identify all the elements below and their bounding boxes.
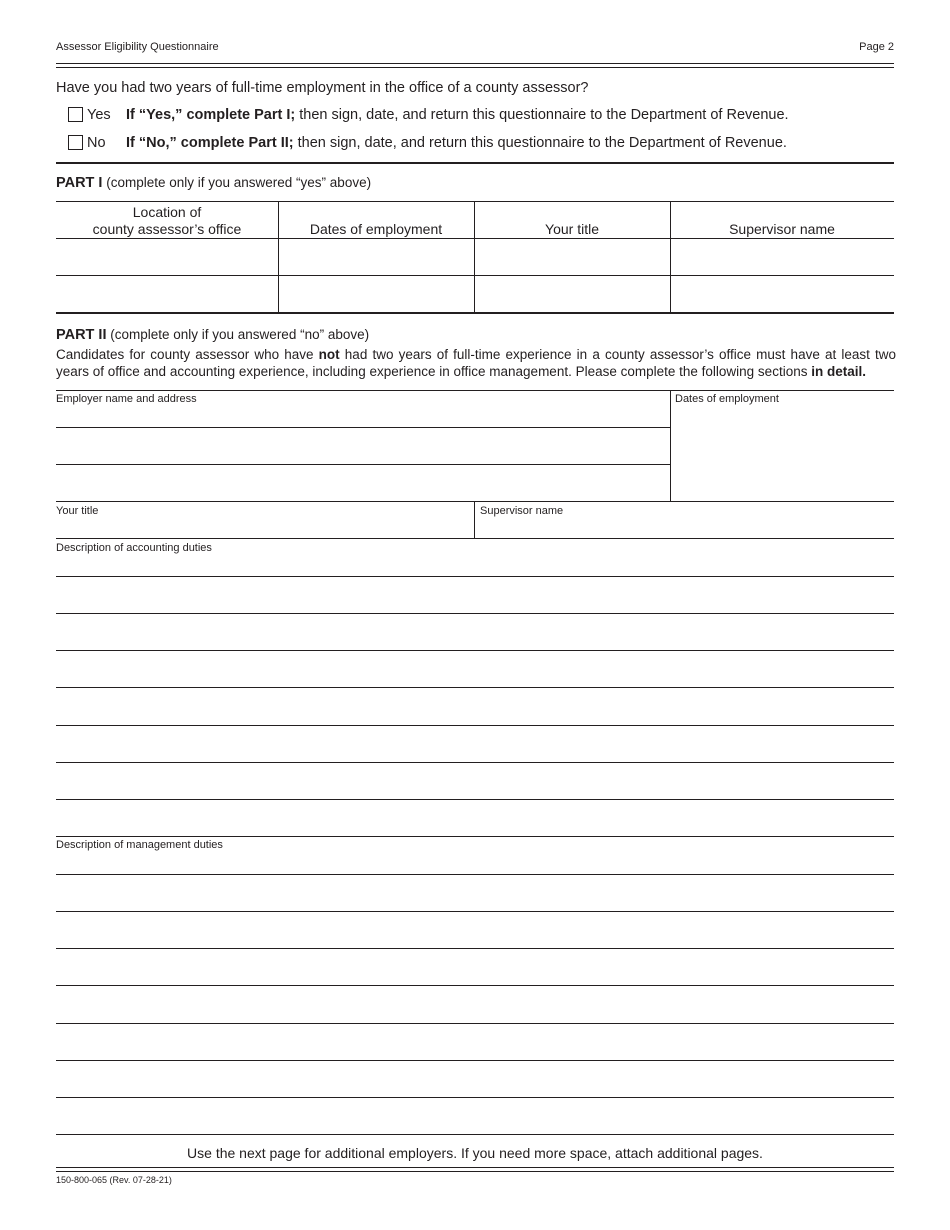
management-duties-field[interactable] bbox=[57, 852, 893, 1132]
part1-row1-supervisor[interactable] bbox=[671, 239, 893, 274]
section-divider bbox=[56, 162, 894, 164]
part2-heading bbox=[56, 327, 369, 343]
part2-title: PART II bbox=[56, 327, 107, 343]
title-block-top bbox=[56, 501, 894, 502]
dates-label: Dates of employment bbox=[675, 393, 779, 405]
header-rule-bottom bbox=[56, 67, 894, 68]
form-number: 150-800-065 (Rev. 07-28-21) bbox=[56, 1175, 172, 1185]
header-rule-top bbox=[56, 63, 894, 64]
col-location-line1: Location of bbox=[132, 204, 202, 220]
part1-row1-location[interactable] bbox=[57, 239, 277, 274]
form-title: Assessor Eligibility Questionnaire bbox=[56, 41, 219, 53]
part1-title: PART I bbox=[56, 175, 103, 191]
no-checkbox[interactable] bbox=[68, 135, 83, 150]
col-supervisor: Supervisor name bbox=[729, 221, 835, 237]
part1-row1-title[interactable] bbox=[475, 239, 669, 274]
footer-note: Use the next page for additional employers. If you need more space, attach additional pages. bbox=[187, 1145, 763, 1161]
supervisor-field[interactable] bbox=[475, 518, 893, 538]
page-number: Page 2 bbox=[859, 41, 894, 53]
part1-row2-title[interactable] bbox=[475, 276, 669, 311]
part1-row2-dates[interactable] bbox=[279, 276, 473, 311]
accounting-duties-label: Description of accounting duties bbox=[56, 542, 212, 554]
part1-heading bbox=[56, 175, 371, 191]
part1-table-bottom bbox=[56, 312, 894, 314]
col-dates: Dates of employment bbox=[309, 221, 443, 237]
management-line-8 bbox=[56, 1134, 894, 1135]
management-duties-label: Description of management duties bbox=[56, 839, 223, 851]
eligibility-question: Have you had two years of full-time employment in the office of a county assessor? bbox=[56, 80, 589, 96]
yes-instruction-rest: then sign, date, and return this questionnaire to the Department of Revenue. bbox=[295, 107, 789, 123]
accounting-duties-field[interactable] bbox=[57, 555, 893, 835]
part2-intro-1: Candidates for county assessor who have bbox=[56, 347, 319, 362]
no-instruction-bold: If “No,” complete Part II; bbox=[126, 135, 294, 151]
your-title-label: Your title bbox=[56, 505, 99, 517]
employment-dates-field[interactable] bbox=[671, 406, 893, 501]
no-instruction bbox=[126, 135, 787, 151]
part1-table-top bbox=[56, 201, 894, 202]
part1-row2-supervisor[interactable] bbox=[671, 276, 893, 311]
management-block-top bbox=[56, 836, 894, 837]
part2-subtitle: (complete only if you answered “no” above) bbox=[106, 327, 370, 342]
part1-row2-location[interactable] bbox=[57, 276, 277, 311]
your-title-field[interactable] bbox=[57, 518, 473, 538]
part1-row1-dates[interactable] bbox=[279, 239, 473, 274]
employer-block-top bbox=[56, 390, 894, 391]
part2-intro-2: had two years of full-time experience in a county assessor’s office must have at least two years of office and accounting experience, including experience in office management. Please complete the following sections bbox=[56, 347, 897, 379]
col-location-line2: county assessor’s office bbox=[92, 221, 242, 237]
yes-instruction bbox=[126, 107, 789, 123]
supervisor-label: Supervisor name bbox=[480, 505, 564, 517]
part2-intro-bold-detail: in detail. bbox=[811, 364, 866, 379]
footer-rule-top bbox=[56, 1167, 894, 1168]
no-instruction-rest: then sign, date, and return this questionnaire to the Department of Revenue. bbox=[293, 135, 787, 151]
part2-intro-bold-not: not bbox=[318, 347, 340, 362]
part2-intro bbox=[56, 346, 896, 380]
footer-rule-bottom bbox=[56, 1171, 894, 1172]
part1-subtitle: (complete only if you answered “yes” above) bbox=[102, 175, 372, 190]
employer-label: Employer name and address bbox=[56, 393, 197, 405]
col-title: Your title bbox=[545, 221, 599, 237]
yes-instruction-bold: If “Yes,” complete Part I; bbox=[126, 107, 296, 123]
yes-label: Yes bbox=[87, 107, 111, 123]
employer-field[interactable] bbox=[57, 406, 669, 501]
no-label: No bbox=[87, 135, 106, 151]
accounting-block-top bbox=[56, 538, 894, 539]
yes-checkbox[interactable] bbox=[68, 107, 83, 122]
